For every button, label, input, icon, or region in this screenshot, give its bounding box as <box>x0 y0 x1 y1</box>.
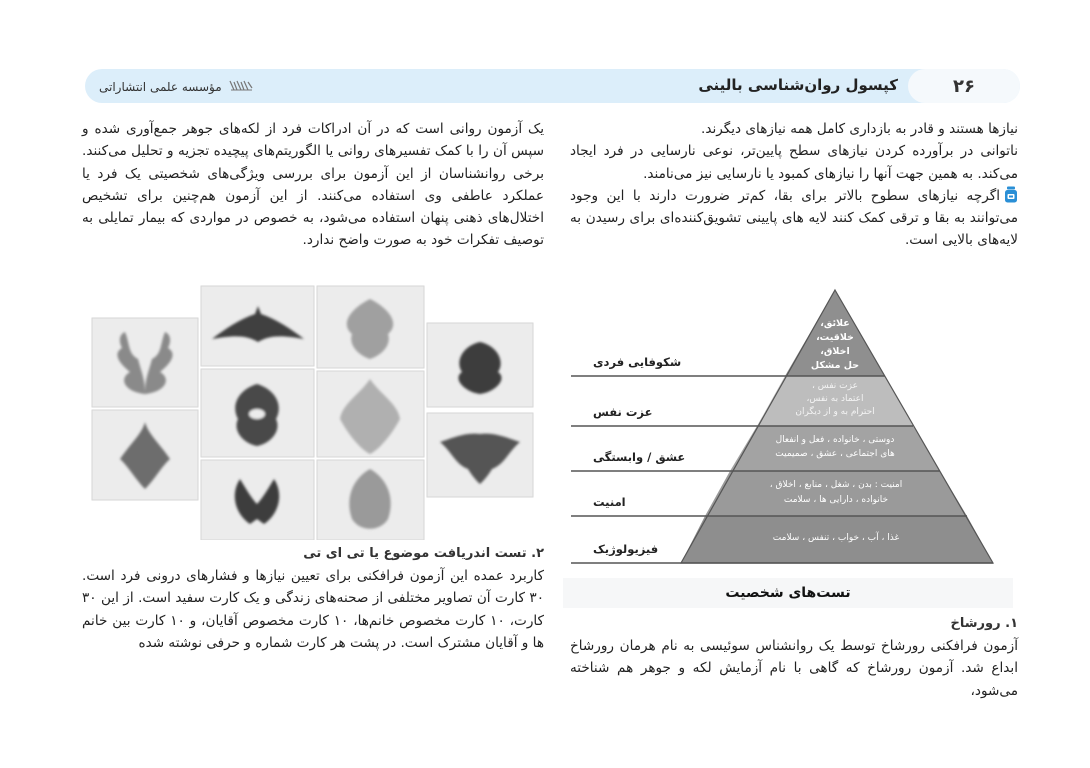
paragraph-2: ناتوانی در برآورده کردن نیازهای سطح پایین‌تر، نوعی نارسایی در فرد ایجاد می‌کند. به همین جهت آنها را نیازهای کمبود یا نارسایی نیز می‌نامند. <box>570 143 1018 182</box>
tip-paragraph <box>570 185 1018 252</box>
section-2-body: کاربرد عمده این آزمون فرافکنی برای تعیین نیازها و فشارهای درونی فرد است. ۳۰ کارت آن تصاویر مختلفی از صحنه‌های زندگی و یک کارت سفید است. از این ۳۰ کارت، ۱۰ کارت مخصوص خانم‌ها، ۱۰ کارت مخصوص آقایان، و ۱۰ کارت بین خانم ها و آقایان مشترک است. در پشت هر کارت شماره و حرفی نوشته شده <box>82 568 544 651</box>
tip-text: اگرچه نیازهای سطوح بالاتر برای بقا، کم‌تر ضرورت دارند با این وجود می‌توانند به بقا و ترقی کمک کنند لایه های پایینی تشویق‌کننده‌ای برای رسیدن به لایه‌های بالایی است. <box>570 187 1018 249</box>
level-label-esteem: عزت نفس <box>593 405 653 419</box>
rorschach-cards-figure <box>90 284 545 540</box>
section-1-body: آزمون فرافکنی رورشاخ توسط یک روانشناس سوئیسی به نام هرمان رورشاخ ابداع شد. آزمون رورشاخ که گاهی با نام آزمایش لکه و جوهر هم شناخته می‌شود، <box>570 638 1018 699</box>
tier-content-love: دوستی ، خانواده ، فعل و انفعال های اجتماعی ، عشق ، صمیمیت <box>775 435 895 459</box>
right-column-top <box>570 118 1018 252</box>
rorschach-paragraph: یک آزمون روانی است که در آن ادراکات فرد از لکه‌های جوهر جمع‌آوری شده و سپس آن را با کمک تفسیرهای روانی یا الگوریتم‌های پیچیده تجزیه و تحلیل می‌کنند. برخی روانشناسان از این آزمون برای بررسی ویژگی‌های شخصیتی یک فرد یا عملکرد عاطفی وی استفاده می‌کنند. از این آزمون هم‌چنین برای تشخیص اختلال‌های ذهنی پنهان استفاده می‌شود، به خصوص در مواردی که بیمار تمایلی به توصیف تفکرات خود به صورت واضح ندارد. <box>82 121 544 249</box>
publisher <box>99 78 254 95</box>
page-header <box>85 69 1020 103</box>
figure-caption: تست‌های شخصیت <box>563 578 1013 608</box>
left-column-bottom <box>82 546 544 654</box>
book-title: کپسول روان‌شناسی بالینی <box>698 76 898 94</box>
tier-content-self-actualization: علائق، خلاقیت، اخلاق، حل مشکل <box>810 318 860 371</box>
publisher-name: مؤسسه علمی انتشاراتی <box>99 79 222 94</box>
section-2-title: ۲. تست اندریافت موضوع یا تی ای تی <box>303 546 544 561</box>
level-label-safety: امنیت <box>593 495 626 509</box>
tier-content-physiological: غذا ، آب ، خواب ، تنفس ، سلامت <box>772 533 900 543</box>
left-column-top <box>82 118 544 252</box>
section-1-title: ۱. رورشاخ <box>950 616 1018 631</box>
intro-paragraph: نیازها هستند و قادر به بازداری کامل همه نیازهای دیگرند. <box>701 121 1018 137</box>
level-label-love: عشق / وابستگی <box>593 450 686 464</box>
page-number: ۲۶ <box>953 75 975 97</box>
maslow-pyramid-figure <box>563 287 1021 612</box>
tier-content-safety: امنیت : بدن ، شغل ، منابع ، اخلاق ، خانواده ، دارایی ها ، سلامت <box>769 480 903 505</box>
level-label-self-actualization: شکوفایی فردی <box>593 355 682 369</box>
level-label-physiological: فیزیولوژیک <box>593 542 659 556</box>
bottle-icon <box>1004 186 1018 203</box>
right-column-bottom <box>570 616 1018 702</box>
page-number-pill <box>908 69 1020 103</box>
publisher-logo-icon <box>228 78 254 95</box>
tier-content-esteem: عزت نفس ، اعتماد به نفس، احترام به و از دیگران <box>795 381 875 417</box>
